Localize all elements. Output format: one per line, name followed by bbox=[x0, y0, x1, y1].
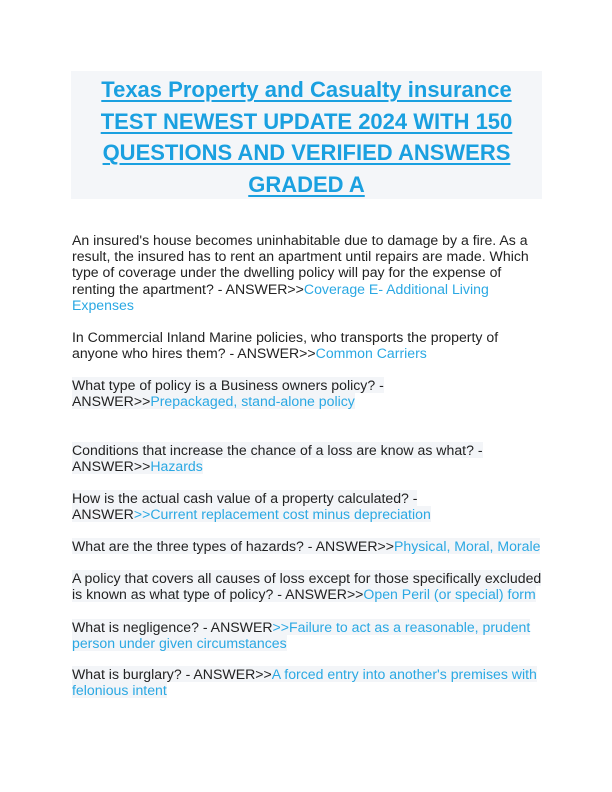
answer-text: Coverage E- Additional Living bbox=[303, 280, 489, 297]
answer-text: >>Current replacement cost minus depreciation bbox=[133, 506, 431, 523]
qa-item bbox=[72, 619, 552, 651]
qa-line bbox=[72, 329, 552, 345]
qa-line bbox=[72, 666, 552, 682]
title-line[interactable]: QUESTIONS AND VERIFIED ANSWERS bbox=[102, 140, 511, 165]
answer-text: Common Carriers bbox=[315, 345, 427, 362]
question-text: What type of policy is a Business owners policy? - bbox=[72, 377, 384, 393]
question-text: result, the insured has to rent an apartment until repairs are made. Which bbox=[72, 248, 529, 265]
answer-text: A forced entry into another's premises with bbox=[271, 666, 537, 682]
question-text: An insured's house becomes uninhabitable due to damage by a fire. As a bbox=[72, 232, 528, 248]
question-text: renting the apartment? - ANSWER>> bbox=[72, 280, 304, 297]
question-text: What are the three types of hazards? - ANSWER>> bbox=[72, 538, 394, 554]
qa-item bbox=[72, 329, 552, 361]
answer-text: Expenses bbox=[72, 296, 134, 313]
qa-item bbox=[72, 442, 552, 474]
qa-line bbox=[72, 377, 552, 393]
question-text: Conditions that increase the chance of a loss are know as what? - bbox=[72, 442, 483, 458]
qa-line bbox=[72, 586, 552, 602]
question-text: In Commercial Inland Marine policies, who transports the property of bbox=[72, 329, 499, 345]
answer-text: person under given circumstances bbox=[72, 635, 287, 652]
title-line[interactable]: TEST NEWEST UPDATE 2024 WITH 150 bbox=[100, 108, 513, 134]
document-title bbox=[71, 71, 542, 199]
question-text: is known as what type of policy? - ANSWER>> bbox=[72, 586, 364, 603]
question-text: ANSWER>> bbox=[72, 458, 151, 475]
qa-item bbox=[72, 666, 552, 698]
answer-text: Prepackaged, stand-alone policy bbox=[150, 393, 355, 410]
answer-text: felonious intent bbox=[72, 682, 167, 699]
qa-line bbox=[72, 682, 552, 698]
question-text: A policy that covers all causes of loss except for those specifically excluded bbox=[72, 570, 542, 586]
qa-line bbox=[72, 393, 552, 409]
question-text: ANSWER bbox=[72, 506, 134, 523]
qa-item bbox=[72, 570, 552, 602]
qa-line bbox=[72, 297, 552, 313]
qa-line bbox=[72, 345, 552, 361]
question-text: anyone who hires them? - ANSWER>> bbox=[72, 345, 316, 362]
question-text: ANSWER>> bbox=[72, 393, 151, 410]
qa-line bbox=[72, 264, 552, 280]
qa-line bbox=[72, 635, 552, 651]
question-text: type of coverage under the dwelling policy will pay for the expense of bbox=[72, 264, 502, 281]
qa-line bbox=[72, 442, 552, 458]
qa-line bbox=[72, 619, 552, 635]
answer-text: Open Peril (or special) form bbox=[363, 586, 536, 603]
question-text: What is negligence? - ANSWER bbox=[72, 619, 273, 635]
answer-text: Physical, Moral, Morale bbox=[393, 538, 541, 554]
qa-line bbox=[72, 232, 552, 248]
qa-line bbox=[72, 570, 552, 586]
answer-text: >>Failure to act as a reasonable, prudent bbox=[272, 619, 531, 635]
title-line[interactable]: GRADED A bbox=[248, 171, 365, 197]
qa-item bbox=[72, 490, 552, 522]
qa-line bbox=[72, 506, 552, 522]
question-text: How is the actual cash value of a property calculated? - bbox=[72, 490, 418, 506]
answer-text: Hazards bbox=[150, 458, 203, 475]
qa-line bbox=[72, 281, 552, 297]
title-line[interactable]: Texas Property and Casualty insurance bbox=[101, 77, 512, 102]
qa-line bbox=[72, 490, 552, 506]
qa-line bbox=[72, 538, 552, 554]
qa-item bbox=[72, 232, 552, 313]
qa-item bbox=[72, 538, 552, 554]
qa-line bbox=[72, 458, 552, 474]
question-text: What is burglary? - ANSWER>> bbox=[72, 666, 272, 682]
qa-item bbox=[72, 377, 552, 409]
qa-line bbox=[72, 248, 552, 264]
